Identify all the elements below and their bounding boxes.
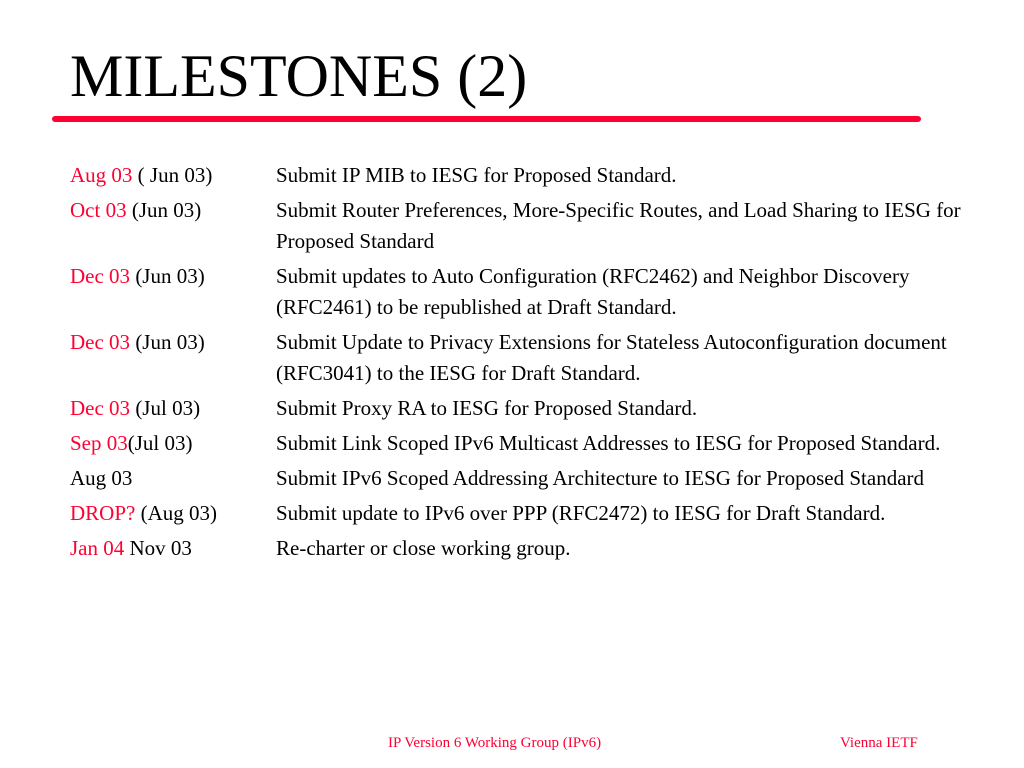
milestone-original-date: ( Jun 03) bbox=[132, 163, 213, 187]
milestone-original-date: (Jun 03) bbox=[130, 330, 205, 354]
milestone-dates bbox=[70, 160, 276, 191]
milestone-row bbox=[70, 393, 990, 424]
milestone-due-date: DROP? bbox=[70, 501, 136, 525]
footer-meeting: Vienna IETF bbox=[840, 735, 918, 751]
slide-title: MILESTONES (2) bbox=[70, 43, 528, 109]
milestone-description: Submit Update to Privacy Extensions for Stateless Autoconfiguration document (RFC3041) to the IESG for Draft Standard. bbox=[276, 330, 947, 385]
milestone-dates bbox=[70, 498, 276, 529]
milestone-due-date: Sep 03 bbox=[70, 431, 128, 455]
milestone-original-date: Nov 03 bbox=[124, 536, 192, 560]
milestone-list bbox=[70, 160, 990, 568]
milestone-original-date: (Jul 03) bbox=[130, 396, 201, 420]
milestone-dates bbox=[70, 393, 276, 424]
milestone-description: Submit IP MIB to IESG for Proposed Standard. bbox=[276, 163, 677, 187]
milestone-row bbox=[70, 498, 990, 529]
footer-working-group: IP Version 6 Working Group (IPv6) bbox=[388, 735, 602, 751]
milestone-row bbox=[70, 195, 990, 257]
milestone-dates bbox=[70, 533, 276, 564]
milestone-description: Submit Link Scoped IPv6 Multicast Addresses to IESG for Proposed Standard. bbox=[276, 431, 941, 455]
milestone-original-date: (Jun 03) bbox=[130, 264, 205, 288]
milestone-row bbox=[70, 327, 990, 389]
milestone-description: Re-charter or close working group. bbox=[276, 536, 571, 560]
title-underline bbox=[52, 116, 921, 122]
milestone-due-date: Jan 04 bbox=[70, 536, 125, 560]
milestone-description: Submit updates to Auto Configuration (RFC2462) and Neighbor Discovery (RFC2461) to be republished at Draft Standard. bbox=[276, 264, 910, 319]
milestone-dates bbox=[70, 463, 276, 494]
milestone-due-date: Dec 03 bbox=[70, 396, 131, 420]
milestone-row bbox=[70, 533, 990, 564]
milestone-due-date: Dec 03 bbox=[70, 330, 131, 354]
milestone-dates bbox=[70, 261, 276, 323]
milestone-due-date: Aug 03 bbox=[70, 466, 133, 490]
milestone-dates bbox=[70, 327, 276, 389]
milestone-due-date: Oct 03 bbox=[70, 198, 127, 222]
milestone-due-date: Aug 03 bbox=[70, 163, 133, 187]
milestone-row bbox=[70, 160, 990, 191]
milestone-original-date: (Aug 03) bbox=[135, 501, 217, 525]
milestone-description: Submit IPv6 Scoped Addressing Architecture to IESG for Proposed Standard bbox=[276, 466, 925, 490]
milestone-description: Submit Router Preferences, More-Specific Routes, and Load Sharing to IESG for Proposed Standard bbox=[276, 198, 961, 253]
milestone-description: Submit Proxy RA to IESG for Proposed Standard. bbox=[276, 396, 698, 420]
milestone-description: Submit update to IPv6 over PPP (RFC2472) to IESG for Draft Standard. bbox=[276, 501, 886, 525]
milestone-dates bbox=[70, 195, 276, 257]
milestone-original-date: (Jun 03) bbox=[126, 198, 202, 222]
milestone-row bbox=[70, 428, 990, 459]
milestone-due-date: Dec 03 bbox=[70, 264, 131, 288]
milestone-original-date: (Jul 03) bbox=[127, 431, 193, 455]
milestone-row bbox=[70, 463, 990, 494]
milestone-row bbox=[70, 261, 990, 323]
milestone-dates bbox=[70, 428, 276, 459]
